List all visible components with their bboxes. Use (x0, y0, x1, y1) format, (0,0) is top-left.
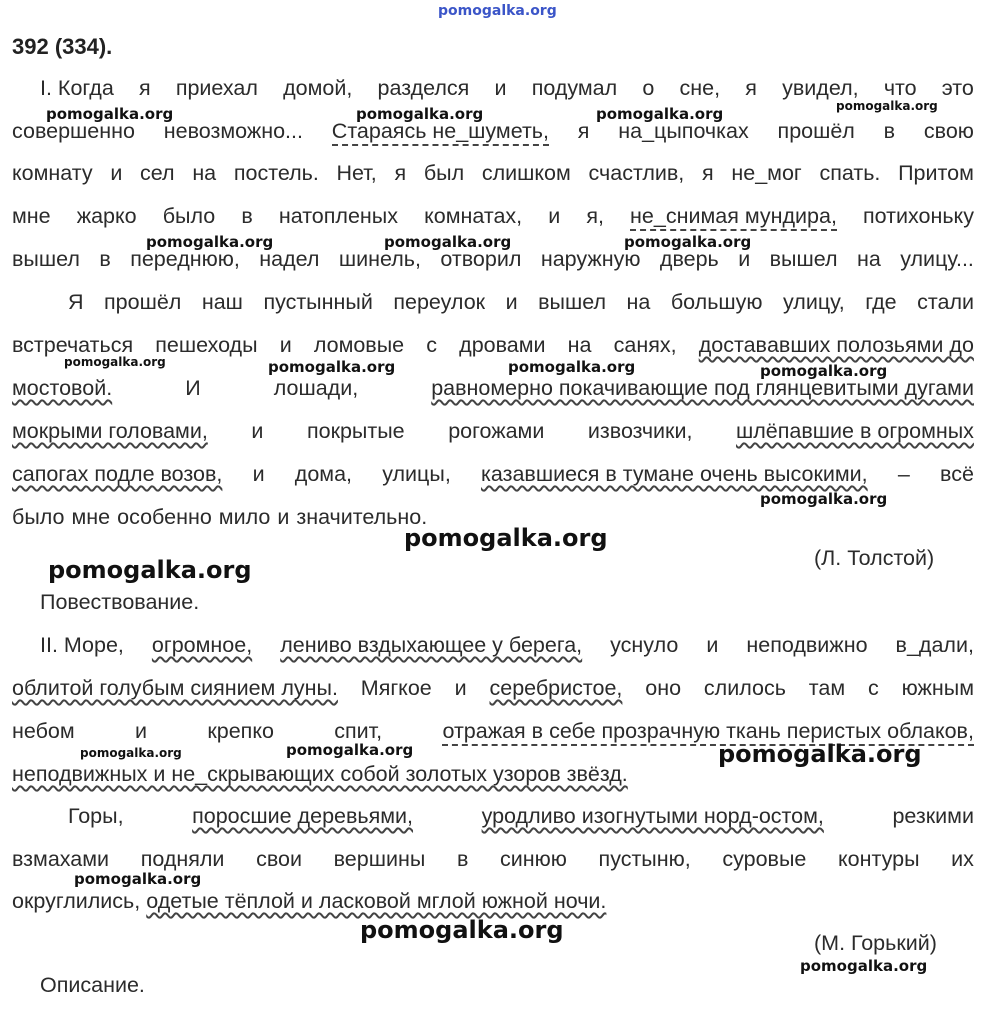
paragraph-line: Я прошёл наш пустынный переулок и вышел на большую улицу, где стали (68, 290, 974, 314)
watermark: pomogalka.org (268, 358, 396, 376)
paragraph-line: облитой голубым сиянием луны. Мягкое и серебристое, оно слилось там с южным (12, 676, 974, 700)
paragraph-line: I. Когда я приехал домой, разделся и подумал о сне, я увидел, что это (40, 76, 974, 100)
paragraph-line: II. Море, огромное, лениво вздыхающее у берега, уснуло и неподвижно в_дали, (40, 633, 974, 657)
paragraph-line: небом и крепко спит, отражая в себе прозрачную ткань перистых облаков, (12, 718, 974, 746)
watermark: pomogalka.org (718, 740, 922, 768)
watermark: pomogalka.org (48, 556, 252, 584)
watermark: pomogalka.org (384, 233, 512, 251)
watermark: pomogalka.org (64, 355, 166, 369)
watermark: pomogalka.org (286, 741, 414, 759)
watermark: pomogalka.org (356, 105, 484, 123)
watermark: pomogalka.org (74, 870, 202, 888)
watermark: pomogalka.org (360, 916, 564, 944)
watermark: pomogalka.org (146, 233, 274, 251)
text-type-label: Описание. (40, 973, 145, 997)
watermark: pomogalka.org (760, 362, 888, 380)
paragraph-line: совершенно невозможно... Стараясь не_шуметь, я на_цыпочках прошёл в свою (12, 118, 974, 146)
site-watermark-top: pomogalka.org (438, 3, 557, 19)
paragraph-line: Горы, поросшие деревьями, уродливо изогнутыми норд-остом, резкими (68, 804, 974, 828)
watermark: pomogalka.org (760, 490, 888, 508)
watermark: pomogalka.org (836, 99, 938, 113)
paragraph-line: мне жарко было в натопленых комнатах, и я, не_снимая мундира, потихоньку (12, 203, 974, 231)
paragraph-line: было мне особенно мило и значительно. (12, 505, 428, 529)
author-gorky: (М. Горький) (814, 931, 937, 955)
paragraph-line: комнату и сел на постель. Нет, я был слишком счастлив, я не_мог спать. Притом (12, 161, 974, 185)
paragraph-line: неподвижных и не_скрывающих собой золотых узоров звёзд. (12, 762, 628, 786)
paragraph-line: взмахами подняли свои вершины в синюю пустыню, суровые контуры их (12, 847, 974, 871)
watermark: pomogalka.org (46, 105, 174, 123)
watermark: pomogalka.org (404, 524, 608, 552)
watermark: pomogalka.org (596, 105, 724, 123)
watermark: pomogalka.org (80, 746, 182, 760)
watermark: pomogalka.org (508, 358, 636, 376)
exercise-number: 392 (334). (12, 34, 113, 59)
paragraph-line: мостовой. И лошади, равномерно покачивающие под глянцевитыми дугами (12, 376, 974, 400)
watermark: pomogalka.org (624, 233, 752, 251)
paragraph-line: встречаться пешеходы и ломовые с дровами на санях, доставaвших полозьями до (12, 333, 974, 357)
watermark: pomogalka.org (800, 957, 928, 975)
text-type-label: Повествование. (40, 590, 200, 614)
paragraph-line: сапогах подле возов, и дома, улицы, казавшиеся в тумане очень высокими, – всё (12, 462, 974, 486)
author-tolstoy: (Л. Толстой) (814, 546, 935, 570)
paragraph-line: вышел в переднюю, надел шинель, отворил наружную дверь и вышел на улицу... (12, 247, 974, 271)
paragraph-line: округлились, одетые тёплой и ласковой мглой южной ночи. (12, 889, 607, 913)
paragraph-line: мокрыми головами, и покрытые рогожами извозчики, шлёпавшие в огромных (12, 419, 974, 443)
